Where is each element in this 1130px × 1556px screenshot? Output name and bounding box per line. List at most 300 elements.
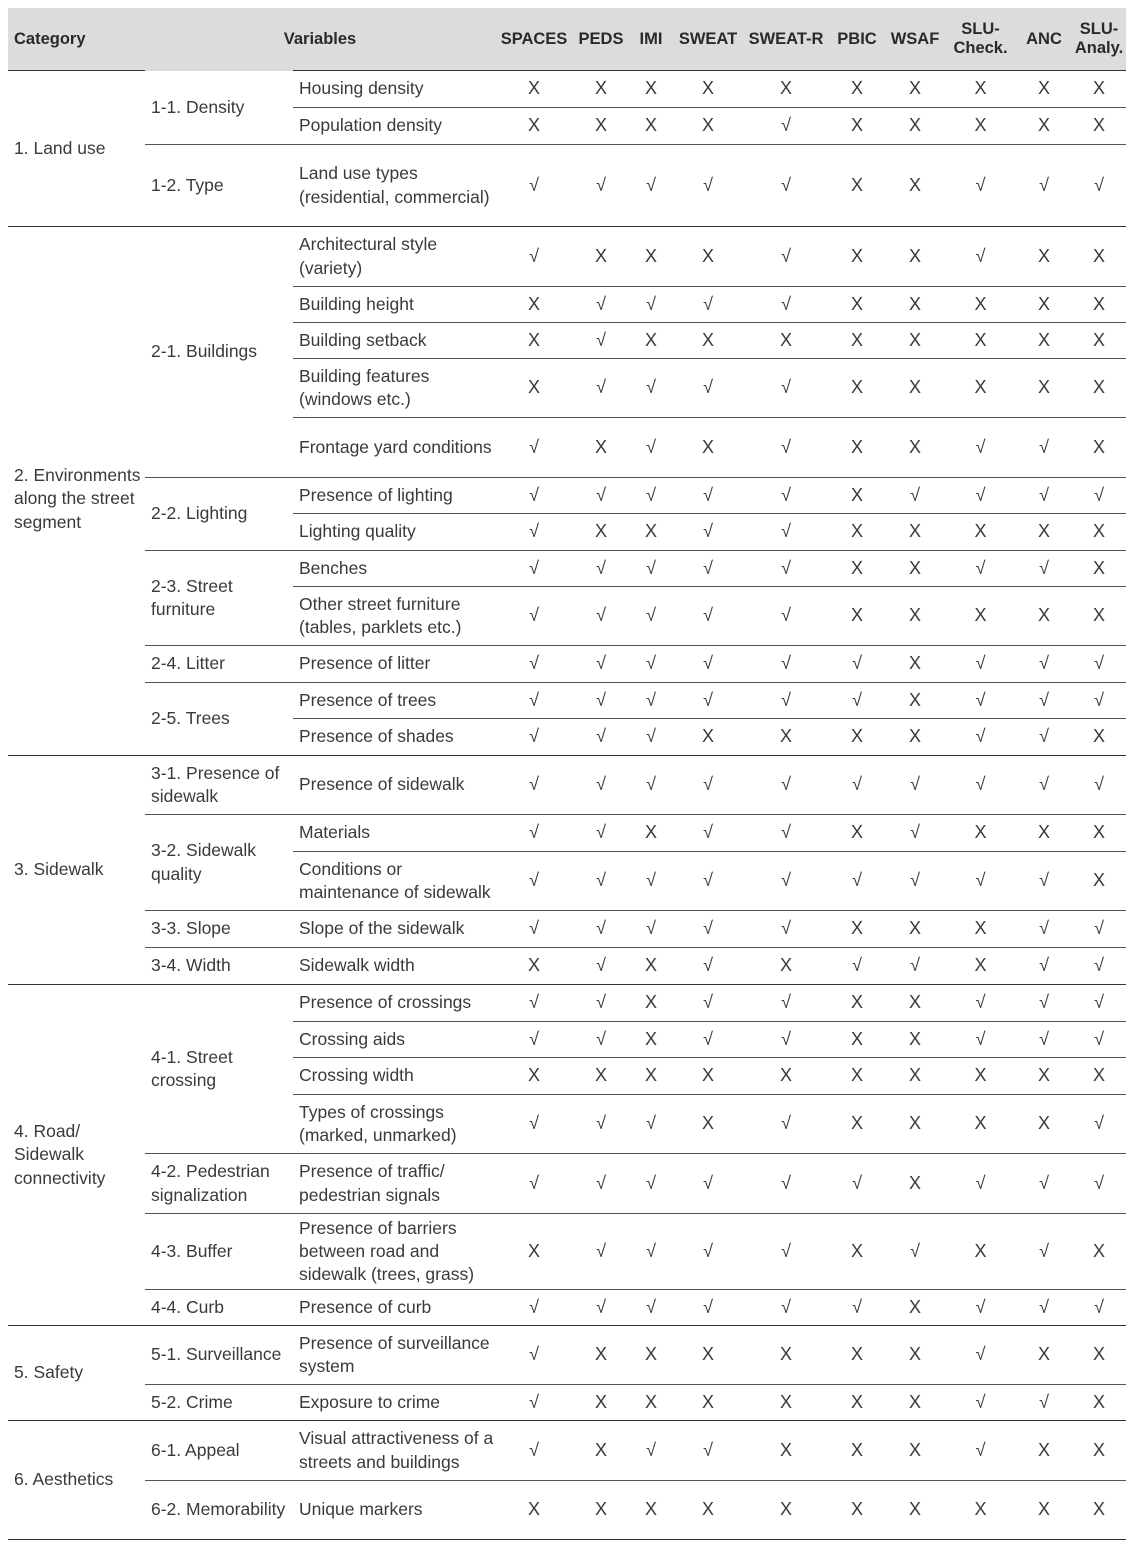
- check-mark: √: [743, 514, 829, 551]
- x-mark: X: [1072, 1481, 1126, 1539]
- x-mark: X: [1072, 514, 1126, 551]
- check-mark: √: [495, 145, 573, 227]
- x-mark: X: [629, 815, 673, 852]
- x-mark: X: [743, 1421, 829, 1481]
- check-mark: √: [743, 1214, 829, 1290]
- x-mark: X: [495, 323, 573, 359]
- variable-cell: Presence of litter: [293, 646, 495, 683]
- x-mark: X: [1016, 227, 1072, 287]
- check-mark: √: [743, 551, 829, 587]
- x-mark: X: [573, 1421, 629, 1481]
- check-mark: √: [885, 852, 945, 911]
- x-mark: X: [495, 948, 573, 985]
- x-mark: X: [1016, 1095, 1072, 1154]
- table-row: [8, 145, 1126, 227]
- x-mark: X: [629, 1481, 673, 1539]
- x-mark: X: [829, 418, 885, 478]
- check-mark: √: [743, 1095, 829, 1154]
- check-mark: √: [885, 1214, 945, 1290]
- check-mark: √: [573, 756, 629, 815]
- check-mark: √: [573, 478, 629, 514]
- header-category: Category: [8, 8, 145, 71]
- check-mark: √: [629, 1290, 673, 1326]
- table-row: [8, 985, 1126, 1022]
- x-mark: X: [743, 71, 829, 108]
- subcategory-cell: 5-1. Surveillance: [145, 1326, 293, 1385]
- check-mark: √: [673, 1421, 743, 1481]
- x-mark: X: [573, 418, 629, 478]
- x-mark: X: [1016, 1326, 1072, 1385]
- check-mark: √: [1072, 145, 1126, 227]
- check-mark: √: [629, 551, 673, 587]
- x-mark: X: [945, 1481, 1016, 1539]
- x-mark: X: [743, 1326, 829, 1385]
- variable-cell: Crossing width: [293, 1058, 495, 1095]
- x-mark: X: [629, 948, 673, 985]
- check-mark: √: [495, 514, 573, 551]
- x-mark: X: [829, 815, 885, 852]
- x-mark: X: [885, 418, 945, 478]
- check-mark: √: [673, 1290, 743, 1326]
- subcategory-cell: 3-4. Width: [145, 948, 293, 985]
- check-mark: √: [1016, 145, 1072, 227]
- check-mark: √: [673, 756, 743, 815]
- check-mark: √: [1016, 478, 1072, 514]
- check-mark: √: [1016, 852, 1072, 911]
- check-mark: √: [673, 683, 743, 719]
- check-mark: √: [573, 683, 629, 719]
- x-mark: X: [673, 1481, 743, 1539]
- variable-cell: Sidewalk width: [293, 948, 495, 985]
- check-mark: √: [629, 1421, 673, 1481]
- x-mark: X: [829, 1385, 885, 1421]
- check-mark: √: [743, 1290, 829, 1326]
- check-mark: √: [629, 478, 673, 514]
- subcategory-cell: 3-2. Sidewalk quality: [145, 815, 293, 911]
- x-mark: X: [629, 227, 673, 287]
- check-mark: √: [1016, 948, 1072, 985]
- check-mark: √: [573, 1214, 629, 1290]
- x-mark: X: [1016, 323, 1072, 359]
- x-mark: X: [573, 108, 629, 145]
- check-mark: √: [743, 587, 829, 646]
- x-mark: X: [673, 1326, 743, 1385]
- table-row: [8, 71, 1126, 108]
- check-mark: √: [673, 1154, 743, 1214]
- check-mark: √: [743, 1022, 829, 1058]
- check-mark: √: [1072, 948, 1126, 985]
- subcategory-cell: 6-1. Appeal: [145, 1421, 293, 1481]
- x-mark: X: [673, 108, 743, 145]
- subcategory-cell: 4-1. Street crossing: [145, 985, 293, 1154]
- x-mark: X: [1016, 1481, 1072, 1539]
- x-mark: X: [945, 514, 1016, 551]
- x-mark: X: [829, 1481, 885, 1539]
- x-mark: X: [673, 1385, 743, 1421]
- x-mark: X: [573, 514, 629, 551]
- x-mark: X: [885, 145, 945, 227]
- variable-cell: Housing density: [293, 71, 495, 108]
- x-mark: X: [885, 1095, 945, 1154]
- x-mark: X: [1016, 1421, 1072, 1481]
- header-tool: PEDS: [573, 8, 629, 71]
- x-mark: X: [1016, 1058, 1072, 1095]
- x-mark: X: [829, 1326, 885, 1385]
- x-mark: X: [1072, 1421, 1126, 1481]
- x-mark: X: [629, 1022, 673, 1058]
- check-mark: √: [945, 852, 1016, 911]
- x-mark: X: [629, 1385, 673, 1421]
- x-mark: X: [629, 514, 673, 551]
- check-mark: √: [495, 1421, 573, 1481]
- x-mark: X: [495, 71, 573, 108]
- variable-cell: Building features (windows etc.): [293, 359, 495, 418]
- check-mark: √: [743, 985, 829, 1022]
- x-mark: X: [829, 719, 885, 756]
- table-row: [8, 1385, 1126, 1421]
- check-mark: √: [829, 852, 885, 911]
- x-mark: X: [945, 587, 1016, 646]
- x-mark: X: [885, 1058, 945, 1095]
- variable-cell: Materials: [293, 815, 495, 852]
- variable-cell: Architectural style (variety): [293, 227, 495, 287]
- x-mark: X: [945, 948, 1016, 985]
- x-mark: X: [829, 1214, 885, 1290]
- variable-cell: Lighting quality: [293, 514, 495, 551]
- check-mark: √: [1016, 911, 1072, 948]
- check-mark: √: [743, 108, 829, 145]
- x-mark: X: [1072, 1214, 1126, 1290]
- x-mark: X: [1072, 1385, 1126, 1421]
- x-mark: X: [829, 587, 885, 646]
- x-mark: X: [945, 1095, 1016, 1154]
- x-mark: X: [829, 359, 885, 418]
- check-mark: √: [945, 646, 1016, 683]
- check-mark: √: [573, 852, 629, 911]
- check-mark: √: [573, 587, 629, 646]
- check-mark: √: [573, 911, 629, 948]
- check-mark: √: [673, 815, 743, 852]
- check-mark: √: [1072, 1022, 1126, 1058]
- x-mark: X: [1072, 1058, 1126, 1095]
- check-mark: √: [495, 1154, 573, 1214]
- x-mark: X: [829, 985, 885, 1022]
- check-mark: √: [629, 719, 673, 756]
- check-mark: √: [1016, 719, 1072, 756]
- check-mark: √: [573, 359, 629, 418]
- header-tool: SWEAT: [673, 8, 743, 71]
- x-mark: X: [1072, 108, 1126, 145]
- check-mark: √: [829, 646, 885, 683]
- x-mark: X: [945, 1058, 1016, 1095]
- table-row: [8, 551, 1126, 587]
- x-mark: X: [829, 1022, 885, 1058]
- check-mark: √: [573, 1290, 629, 1326]
- check-mark: √: [495, 418, 573, 478]
- check-mark: √: [743, 287, 829, 323]
- check-mark: √: [743, 852, 829, 911]
- header-variables: Variables: [145, 8, 495, 71]
- variable-cell: Unique markers: [293, 1481, 495, 1539]
- variable-cell: Presence of lighting: [293, 478, 495, 514]
- check-mark: √: [629, 756, 673, 815]
- check-mark: √: [945, 719, 1016, 756]
- subcategory-cell: 2-3. Street furniture: [145, 551, 293, 646]
- variable-cell: Types of crossings (marked, unmarked): [293, 1095, 495, 1154]
- check-mark: √: [573, 646, 629, 683]
- check-mark: √: [573, 719, 629, 756]
- check-mark: √: [1016, 646, 1072, 683]
- subcategory-cell: 6-2. Memorability: [145, 1481, 293, 1539]
- x-mark: X: [743, 1058, 829, 1095]
- check-mark: √: [495, 1095, 573, 1154]
- x-mark: X: [629, 71, 673, 108]
- check-mark: √: [629, 587, 673, 646]
- category-cell: 5. Safety: [8, 1326, 145, 1421]
- check-mark: √: [829, 756, 885, 815]
- variable-cell: Exposure to crime: [293, 1385, 495, 1421]
- x-mark: X: [945, 911, 1016, 948]
- subcategory-cell: 3-3. Slope: [145, 911, 293, 948]
- check-mark: √: [629, 145, 673, 227]
- check-mark: √: [945, 418, 1016, 478]
- x-mark: X: [1072, 71, 1126, 108]
- header-tool: PBIC: [829, 8, 885, 71]
- check-mark: √: [495, 551, 573, 587]
- variable-cell: Benches: [293, 551, 495, 587]
- check-mark: √: [829, 1290, 885, 1326]
- x-mark: X: [829, 551, 885, 587]
- table-bottom-rule: [8, 1539, 1126, 1540]
- x-mark: X: [885, 551, 945, 587]
- table-row: [8, 1290, 1126, 1326]
- check-mark: √: [945, 683, 1016, 719]
- check-mark: √: [945, 1385, 1016, 1421]
- check-mark: √: [743, 1154, 829, 1214]
- check-mark: √: [495, 1326, 573, 1385]
- header-tool: SPACES: [495, 8, 573, 71]
- check-mark: √: [573, 1022, 629, 1058]
- variable-cell: Crossing aids: [293, 1022, 495, 1058]
- header-tool: WSAF: [885, 8, 945, 71]
- x-mark: X: [945, 815, 1016, 852]
- check-mark: √: [673, 359, 743, 418]
- subcategory-cell: 1-1. Density: [151, 96, 245, 117]
- check-mark: √: [829, 683, 885, 719]
- x-mark: X: [673, 71, 743, 108]
- variable-cell: Presence of sidewalk: [293, 756, 495, 815]
- variable-cell: Visual attractiveness of a streets and buildings: [293, 1421, 495, 1481]
- variable-cell: Presence of crossings: [293, 985, 495, 1022]
- x-mark: X: [885, 911, 945, 948]
- x-mark: X: [1072, 359, 1126, 418]
- x-mark: X: [1072, 1326, 1126, 1385]
- x-mark: X: [885, 1385, 945, 1421]
- check-mark: √: [673, 1022, 743, 1058]
- check-mark: √: [1072, 478, 1126, 514]
- x-mark: X: [885, 1290, 945, 1326]
- audit-tool-comparison-table: [8, 8, 1126, 1539]
- x-mark: X: [1072, 323, 1126, 359]
- variable-cell: Presence of curb: [293, 1290, 495, 1326]
- x-mark: X: [495, 108, 573, 145]
- check-mark: √: [495, 683, 573, 719]
- check-mark: √: [1016, 683, 1072, 719]
- x-mark: X: [885, 287, 945, 323]
- check-mark: √: [673, 985, 743, 1022]
- x-mark: X: [743, 948, 829, 985]
- x-mark: X: [573, 1326, 629, 1385]
- table-row: [8, 756, 1126, 815]
- x-mark: X: [629, 1326, 673, 1385]
- check-mark: √: [573, 323, 629, 359]
- x-mark: X: [885, 1481, 945, 1539]
- check-mark: √: [885, 756, 945, 815]
- check-mark: √: [1072, 911, 1126, 948]
- x-mark: X: [829, 323, 885, 359]
- check-mark: √: [1016, 1214, 1072, 1290]
- x-mark: X: [885, 683, 945, 719]
- check-mark: √: [743, 756, 829, 815]
- check-mark: √: [945, 227, 1016, 287]
- check-mark: √: [945, 1290, 1016, 1326]
- x-mark: X: [885, 646, 945, 683]
- x-mark: X: [495, 1481, 573, 1539]
- check-mark: √: [495, 1385, 573, 1421]
- subcategory-cell: 4-3. Buffer: [145, 1214, 293, 1290]
- x-mark: X: [829, 145, 885, 227]
- check-mark: √: [673, 287, 743, 323]
- variable-cell: Other street furniture (tables, parklets etc.): [293, 587, 495, 646]
- check-mark: √: [1016, 418, 1072, 478]
- check-mark: √: [495, 478, 573, 514]
- subcategory-cell: 2-5. Trees: [145, 683, 293, 756]
- x-mark: X: [673, 323, 743, 359]
- check-mark: √: [629, 287, 673, 323]
- check-mark: √: [1016, 551, 1072, 587]
- variable-cell: Land use types (residential, commercial): [293, 145, 495, 227]
- check-mark: √: [1016, 1022, 1072, 1058]
- check-mark: √: [673, 911, 743, 948]
- check-mark: √: [573, 1095, 629, 1154]
- table-row: [8, 1154, 1126, 1214]
- check-mark: √: [629, 418, 673, 478]
- check-mark: √: [673, 852, 743, 911]
- check-mark: √: [629, 359, 673, 418]
- x-mark: X: [1016, 287, 1072, 323]
- x-mark: X: [885, 71, 945, 108]
- check-mark: √: [573, 551, 629, 587]
- check-mark: √: [495, 852, 573, 911]
- table-row: [8, 948, 1126, 985]
- check-mark: √: [573, 815, 629, 852]
- table-row: [8, 1481, 1126, 1539]
- check-mark: √: [573, 145, 629, 227]
- x-mark: X: [1016, 108, 1072, 145]
- check-mark: √: [743, 815, 829, 852]
- x-mark: X: [885, 323, 945, 359]
- check-mark: √: [495, 1022, 573, 1058]
- check-mark: √: [1072, 1154, 1126, 1214]
- x-mark: X: [1072, 418, 1126, 478]
- subcategory-cell: 2-4. Litter: [145, 646, 293, 683]
- x-mark: X: [495, 1214, 573, 1290]
- x-mark: X: [945, 323, 1016, 359]
- check-mark: √: [1016, 756, 1072, 815]
- check-mark: √: [945, 985, 1016, 1022]
- variable-cell: Building height: [293, 287, 495, 323]
- x-mark: X: [673, 1095, 743, 1154]
- check-mark: √: [945, 1022, 1016, 1058]
- x-mark: X: [945, 359, 1016, 418]
- check-mark: √: [743, 683, 829, 719]
- check-mark: √: [743, 911, 829, 948]
- table-row: [8, 478, 1126, 514]
- x-mark: X: [1072, 287, 1126, 323]
- check-mark: √: [573, 1154, 629, 1214]
- x-mark: X: [673, 227, 743, 287]
- check-mark: √: [673, 587, 743, 646]
- x-mark: X: [885, 1154, 945, 1214]
- table-row: [8, 227, 1126, 287]
- check-mark: √: [673, 478, 743, 514]
- x-mark: X: [829, 1058, 885, 1095]
- table-row: [8, 683, 1126, 719]
- x-mark: X: [573, 1385, 629, 1421]
- check-mark: √: [495, 815, 573, 852]
- check-mark: √: [945, 1421, 1016, 1481]
- subcategory-cell: 5-2. Crime: [145, 1385, 293, 1421]
- category-cell: 2. Environments along the street segment: [8, 227, 145, 756]
- x-mark: X: [1072, 719, 1126, 756]
- x-mark: X: [885, 1326, 945, 1385]
- x-mark: X: [629, 108, 673, 145]
- category-cell: 6. Aesthetics: [8, 1421, 145, 1539]
- x-mark: X: [495, 287, 573, 323]
- x-mark: X: [495, 1058, 573, 1095]
- x-mark: X: [1072, 227, 1126, 287]
- check-mark: √: [1072, 683, 1126, 719]
- x-mark: X: [573, 71, 629, 108]
- check-mark: √: [495, 227, 573, 287]
- x-mark: X: [945, 287, 1016, 323]
- check-mark: √: [573, 948, 629, 985]
- check-mark: √: [885, 948, 945, 985]
- check-mark: √: [1072, 1095, 1126, 1154]
- check-mark: √: [573, 287, 629, 323]
- variable-cell: Presence of trees: [293, 683, 495, 719]
- x-mark: X: [885, 514, 945, 551]
- check-mark: √: [629, 683, 673, 719]
- check-mark: √: [945, 1154, 1016, 1214]
- x-mark: X: [945, 1214, 1016, 1290]
- header-tool: IMI: [629, 8, 673, 71]
- x-mark: X: [885, 1022, 945, 1058]
- check-mark: √: [743, 646, 829, 683]
- x-mark: X: [945, 108, 1016, 145]
- check-mark: √: [495, 985, 573, 1022]
- variable-cell: Building setback: [293, 323, 495, 359]
- table-row: [8, 815, 1126, 852]
- check-mark: √: [743, 359, 829, 418]
- x-mark: X: [885, 985, 945, 1022]
- check-mark: √: [673, 1214, 743, 1290]
- check-mark: √: [743, 478, 829, 514]
- check-mark: √: [829, 1154, 885, 1214]
- x-mark: X: [743, 323, 829, 359]
- x-mark: X: [629, 323, 673, 359]
- table-row: [8, 1421, 1126, 1481]
